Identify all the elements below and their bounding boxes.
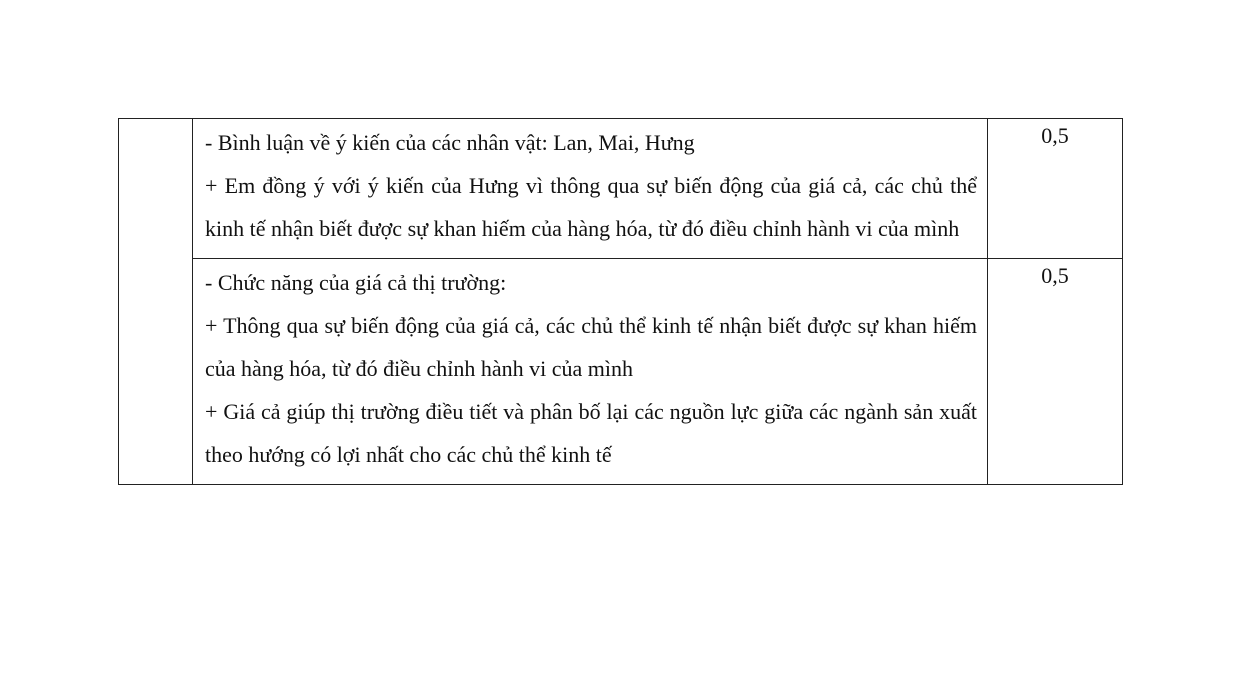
answer-table — [118, 118, 1123, 485]
score-cell: 0,5 — [988, 259, 1123, 485]
answer-line: + Em đồng ý với ý kiến của Hưng vì thông qua sự biến động của giá cả, các chủ thể kinh tế nhận biết được sự khan hiếm của hàng hóa, từ đó điều chỉnh hành vi của mình — [205, 173, 977, 241]
table-row — [119, 259, 1123, 485]
score-cell: 0,5 — [988, 119, 1123, 259]
answer-line: + Giá cả giúp thị trường điều tiết và phân bố lại các nguồn lực giữa các ngành sản xuất theo hướng có lợi nhất cho các chủ thể kinh tế — [205, 399, 977, 467]
answer-cell — [193, 119, 988, 259]
table-row — [119, 119, 1123, 259]
answer-line: - Chức năng của giá cả thị trường: — [205, 270, 507, 295]
answer-line: - Bình luận về ý kiến của các nhân vật: Lan, Mai, Hưng — [205, 130, 695, 155]
answer-cell — [193, 259, 988, 485]
question-cell — [119, 119, 193, 485]
answer-line: + Thông qua sự biến động của giá cả, các chủ thể kinh tế nhận biết được sự khan hiếm của hàng hóa, từ đó điều chỉnh hành vi của mình — [205, 313, 977, 381]
